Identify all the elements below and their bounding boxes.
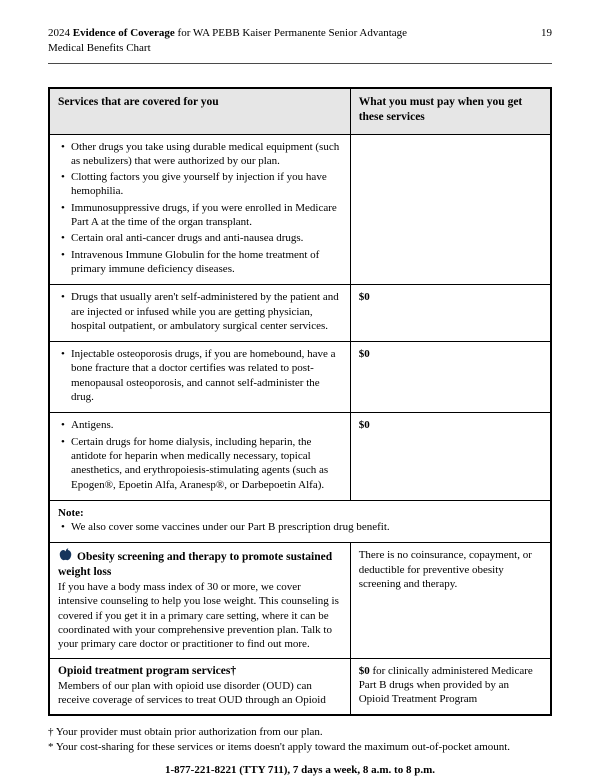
pay-cell: There is no coinsurance, copayment, or deductible for preventive obesity screening and therapy. — [350, 543, 551, 658]
header-line1 — [48, 26, 407, 41]
note-cell — [49, 500, 551, 543]
services-cell — [49, 342, 350, 413]
table-row-not-self-administered — [49, 285, 551, 342]
footnote-asterisk: * Your cost-sharing for these services or items doesn't apply toward the maximum out-of-pocket amount. — [48, 740, 511, 753]
bullet-list — [58, 520, 542, 534]
bullet-item: • Intravenous Immune Globulin for the home treatment of primary immune deficiency diseases. — [58, 248, 342, 277]
bullet-item: • We also cover some vaccines under our Part B prescription drug benefit. — [58, 520, 542, 534]
col-header-pay: What you must pay when you get these services — [350, 88, 551, 134]
services-cell — [49, 285, 350, 342]
opioid-body: Members of our plan with opioid use disorder (OUD) can receive coverage of services to treat OUD through an Opioid — [58, 680, 326, 707]
table-row-opioid — [49, 658, 551, 714]
bullet-item: • Clotting factors you give yourself by injection if you have hemophilia. — [58, 170, 342, 199]
header-title-block — [48, 26, 407, 56]
obesity-title-text: Obesity screening and therapy to promote sustained weight loss — [58, 551, 333, 578]
header-rule — [48, 63, 552, 64]
footer-phone: 1-877-221-8221 (TTY 711), 7 days a week, 8 a.m. to 8 p.m. — [165, 764, 435, 776]
note-label: Note: — [58, 506, 84, 519]
bullet-item: • Injectable osteoporosis drugs, if you are homebound, have a bone fracture that a doctor certifies was related to post-menopausal osteoporosis, and cannot self-administer the drug. — [58, 347, 342, 404]
bullet-item: • Certain oral anti-cancer drugs and anti-nausea drugs. — [58, 231, 342, 245]
opioid-pay-amount: $0 — [358, 664, 370, 677]
table-row-antigens-dialysis — [49, 413, 551, 500]
services-cell — [49, 413, 350, 500]
col-header-services: Services that are covered for you — [49, 88, 350, 134]
services-cell — [49, 658, 350, 714]
table-row-covered-drugs — [49, 134, 551, 285]
benefits-table — [48, 87, 552, 716]
footnote-dagger: † Your provider must obtain prior authorization from our plan. — [48, 725, 323, 738]
page-number: 19 — [541, 27, 552, 39]
table-header-row — [49, 88, 551, 134]
header-line2: Medical Benefits Chart — [48, 41, 151, 54]
page-header — [48, 26, 552, 56]
pay-cell: $0 — [350, 342, 551, 413]
bullet-list — [58, 347, 342, 404]
bullet-list — [58, 290, 342, 333]
table-row-osteoporosis — [49, 342, 551, 413]
obesity-section-title — [58, 548, 342, 579]
bullet-item: • Antigens. — [58, 418, 342, 432]
pay-cell-empty — [350, 134, 551, 285]
bullet-item: • Certain drugs for home dialysis, including heparin, the antidote for heparin when medically necessary, topical anesthetics, and erythropoiesis-stimulating agents (such as Epogen®, Epoetin Alfa, Aranesp®, or Darbepoetin Alfa). — [58, 435, 342, 492]
header-plan-name: for WA PEBB Kaiser Permanente Senior Advantage — [174, 27, 408, 39]
pay-cell: $0 — [350, 413, 551, 500]
services-cell — [49, 134, 350, 285]
services-cell — [49, 543, 350, 658]
bullet-list — [58, 418, 342, 491]
pay-cell — [350, 658, 551, 714]
table-row-obesity — [49, 543, 551, 658]
obesity-body: If you have a body mass index of 30 or more, we cover intensive counseling to help you lose weight. This counseling is covered if you get it in a primary care setting, where it can be coordinated with your comprehensive prevention plan. Talk to your primary care doctor or practitioner to find out more. — [58, 581, 339, 651]
bullet-item: • Immunosuppressive drugs, if you were enrolled in Medicare Part A at the time of the organ transplant. — [58, 201, 342, 230]
bullet-list — [58, 140, 342, 277]
header-title-bold: Evidence of Coverage — [72, 27, 175, 39]
footnotes — [48, 725, 552, 756]
bullet-item: • Drugs that usually aren't self-administered by the patient and are injected or infused while you are getting physician, hospital outpatient, or ambulatory surgical center services. — [58, 290, 342, 333]
pay-cell: $0 — [350, 285, 551, 342]
header-year: 2024 — [48, 27, 73, 39]
apple-icon — [58, 548, 73, 563]
opioid-pay-text: for clinically administered Medicare Part B drugs when provided by an Opioid Treatment Program — [358, 664, 533, 706]
opioid-section-title: Opioid treatment program services† — [58, 664, 237, 677]
table-row-note — [49, 500, 551, 543]
bullet-item: • Other drugs you take using durable medical equipment (such as nebulizers) that were authorized by our plan. — [58, 140, 342, 169]
